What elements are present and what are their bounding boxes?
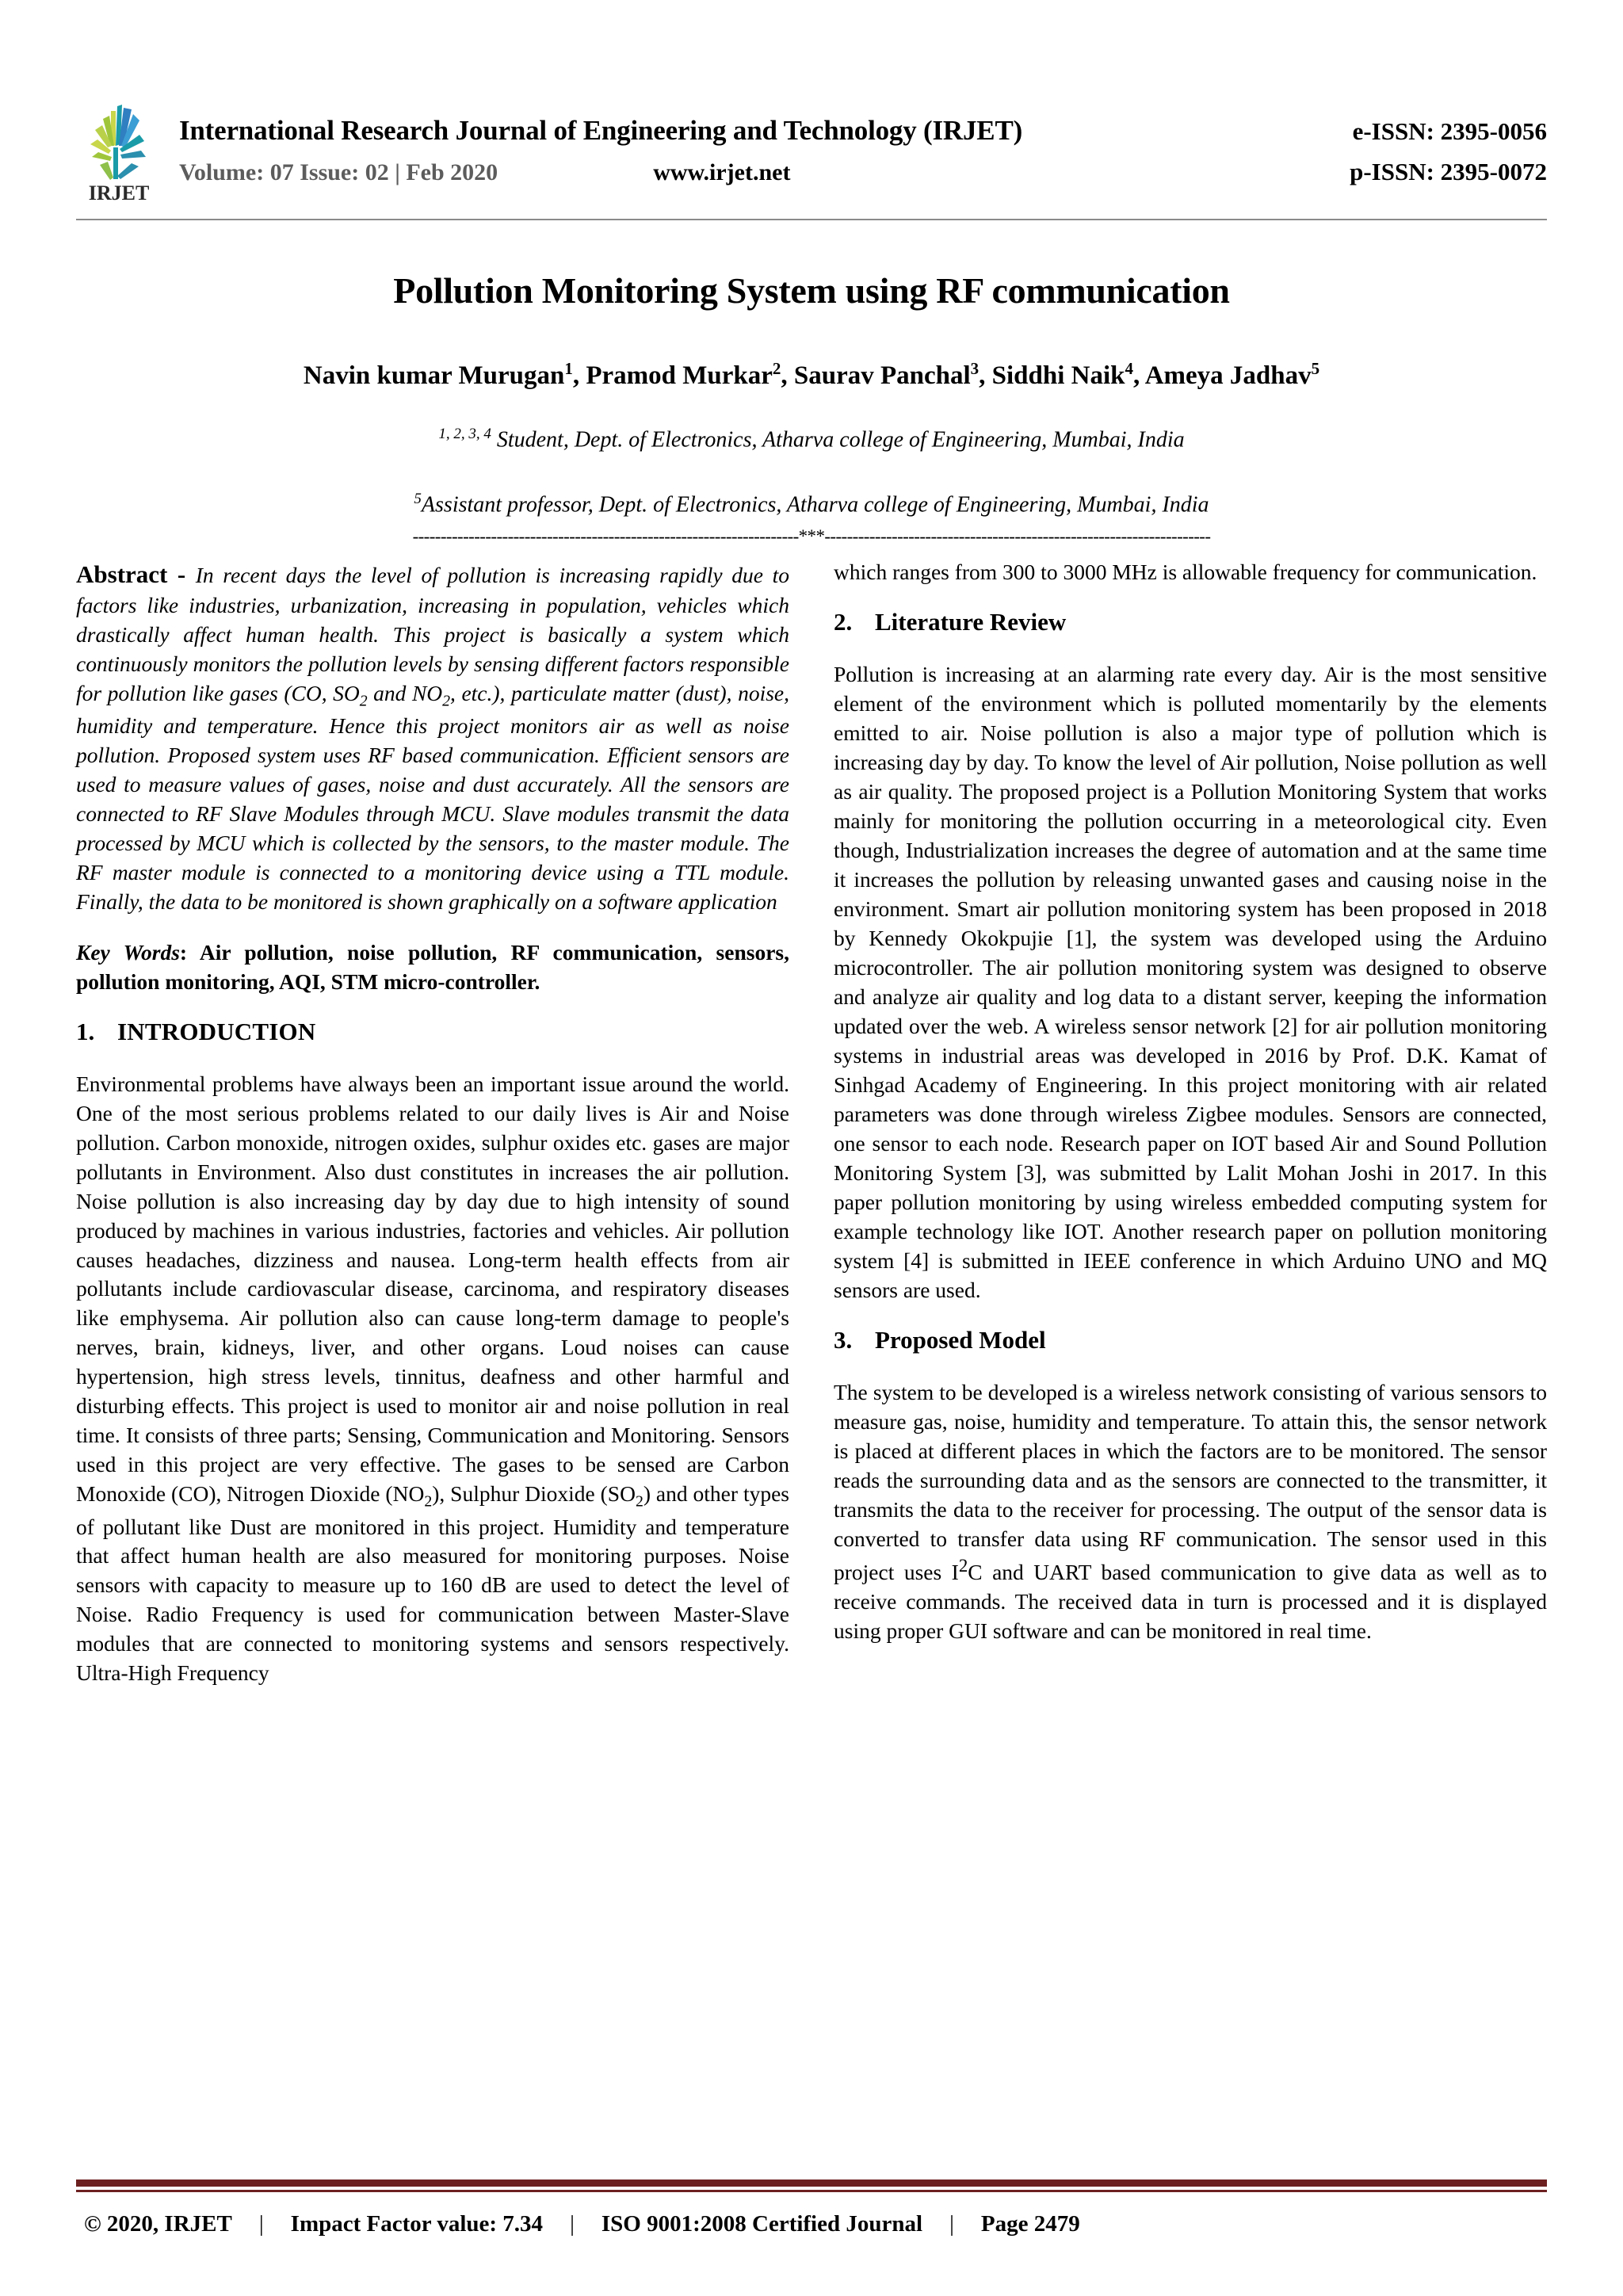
section-label-literature-review: Literature Review	[875, 608, 1067, 636]
section-number-3: 3.	[834, 1325, 853, 1354]
introduction-continued-paragraph: which ranges from 300 to 3000 MHz is allowable frequency for communication.	[834, 560, 1537, 585]
masthead-divider	[76, 219, 1547, 220]
footer-separator-2: |	[570, 2211, 575, 2237]
abstract-body: In recent days the level of pollution is increasing rapidly due to factors like industries, urbanization, increasing in population, vehicles which drastically affect human health. This project is basically a system which continuously monitors the pollution levels by sensing different factors responsible for pollution like gases (CO, $SO_2$ and $NO_2$, etc.), particulate matter (dust), noise, humidity and temperature. Hence this project monitors air as well as noise pollution. Proposed system uses RF based communication. Efficient sensors are used to measure values of gases, noise and dust accurately. All the sensors are connected to RF Slave Modules through MCU. Slave modules transmit the data processed by MCU which is collected by the sensors, to the master module. The RF master module is connected to a monitoring device using a TTL module. Finally, the data to be monitored is shown graphically on a software application	[76, 563, 790, 914]
journal-website-url[interactable]: www.irjet.net	[653, 159, 791, 185]
section-number-2: 2.	[834, 608, 853, 636]
right-column	[834, 558, 1547, 1709]
journal-title: International Research Journal of Engineering and Technology (IRJET)	[179, 115, 1023, 146]
left-column	[76, 558, 789, 1709]
irjet-logo	[76, 95, 162, 206]
keywords-body: : Air pollution, noise pollution, RF communication, sensors, pollution monitoring, AQI, STM micro-controller.	[76, 939, 789, 995]
keywords-paragraph	[76, 938, 789, 997]
abstract-label: Abstract -	[76, 560, 196, 589]
paper-title: Pollution Monitoring System using RF communication	[393, 270, 1230, 311]
masthead	[76, 0, 1547, 206]
keywords-label: Key Words	[76, 939, 180, 965]
footer-copyright: © 2020, IRJET	[84, 2211, 232, 2237]
p-issn: p-ISSN: 2395-0072	[1350, 158, 1547, 185]
two-column-body	[76, 558, 1547, 1709]
masthead-text	[179, 115, 1547, 186]
footer-row	[76, 2211, 1547, 2237]
introduction-paragraph: Environmental problems have always been an important issue around the world. One of the most serious problems related to our daily lives is Air and Noise pollution. Carbon monoxide, nitrogen oxides, sulphur oxides etc. gases are major pollutants in Environment. Also dust constitutes in increases the air pollution. Noise pollution is also increasing day by day due to high intensity of sound produced by machines in various industries, factories and vehicles. Air pollution causes headaches, dizziness and nausea. Long-term health effects from air pollutants include cardiovascular disease, carcinoma, and respiratory diseases like emphysema. Air pollution also can cause long-term damage to people's nerves, brain, kidneys, liver, and other organs. Loud noises can cause hypertension, high stress levels, tinnitus, deafness and other harmful and disturbing effects. This project is used to monitor air and noise pollution in real time. It consists of three parts; Sensing, Communication and Monitoring. Sensors used in this project are very effective. The gases to be sensed are Carbon Monoxide (CO), Nitrogen Dioxide $(NO_2)$, Sulphur Dioxide $(SO_2)$ and other types of pollutant like Dust are monitored in this project. Humidity and temperature that affect human health are also measured for monitoring purposes. Noise sensors with capacity to measure up to 160 dB are used to detect the level of Noise. Radio Frequency is used for communication between Master-Slave modules that are connected to monitoring systems and sensors respectively. Ultra-High Frequency	[76, 1071, 789, 1686]
irjet-logo-icon	[76, 95, 162, 206]
footer-divider-thick	[76, 2179, 1547, 2187]
irjet-logo-wordmark: IRJET	[88, 181, 150, 204]
section-heading-literature-review	[834, 608, 1547, 636]
section-heading-proposed-model	[834, 1326, 1547, 1354]
affiliation-professor: $^5$Assistant professor, Dept. of Electronics, Atharva college of Engineering, Mumbai, India	[414, 491, 1209, 518]
proposed-model-paragraph: The system to be developed is a wireless network consisting of various sensors to measure gas, noise, humidity and temperature. To attain this, the sensor network is placed at different places in which the factors are to be monitored. The sensor reads the surrounding data and as the sensors are connected to the transmitter, it transmits the data to the receiver for processing. The output of the sensor data is converted to transfer data using RF communication. The sensor used in this project uses $I^2C$ and UART based communication to give data as well as to receive commands. The received data in turn is processed and it is displayed using proper GUI software and can be monitored in real time.	[834, 1379, 1547, 1643]
section-heading-introduction	[76, 1018, 789, 1046]
author-list: Navin kumar Murugan$^1$, Pramod Murkar$^2$, Saurav Panchal$^3$, Siddhi Naik$^4$, Ameya Jadhav$^5$	[303, 359, 1320, 390]
footer-separator-3: |	[949, 2211, 954, 2237]
footer-separator-1: |	[258, 2211, 264, 2237]
section-number-1: 1.	[76, 1017, 95, 1045]
e-issn: e-ISSN: 2395-0056	[1352, 117, 1547, 145]
footer-divider-thin	[76, 2190, 1547, 2192]
section-separator: ---------------------------------------------------------------------***---------------------------------------------------------------------	[412, 527, 1211, 546]
abstract-paragraph	[76, 558, 789, 917]
volume-issue-date: Volume: 07 Issue: 02 | Feb 2020	[179, 159, 498, 185]
literature-review-paragraph: Pollution is increasing at an alarming rate every day. Air is the most sensitive element of the environment which is polluted momentarily by the elements emitted to air. Noise pollution is also a major type of pollution which is increasing day by day. To know the level of Air pollution, Noise pollution as well as air quality. The proposed project is a Pollution Monitoring System that works mainly for monitoring the pollution occurring in a meteorological city. Even though, Industrialization increases the degree of automation and at the same time it increases the pollution by releasing unwanted gases and causing noise in the environment. Smart air pollution monitoring system has been proposed in 2018 by Kennedy Okokpujie [1], the system was developed using the Arduino microcontroller. The air pollution monitoring system was designed to observe and analyze air quality and log data to a distant server, keeping the information updated over the web. A wireless sensor network [2] for air pollution monitoring systems in industrial areas was developed in 2016 by Prof. D.K. Kamat of Sinhgad Academy of Engineering. In this project monitoring with air related parameters was done through wireless Zigbee modules. Sensors are connected, one sensor to each node. Research paper on IOT based Air and Sound Pollution Monitoring System [3], was submitted by Lalit Mohan Joshi in 2017. In this paper pollution monitoring by using wireless embedded computing system for example technology like IOT. Another research paper on pollution monitoring system [4] is submitted in IEEE conference in which Arduino UNO and MQ sensors are used.	[834, 662, 1547, 1302]
section-label-introduction: INTRODUCTION	[117, 1017, 316, 1045]
footer-page-number: Page 2479	[980, 2211, 1080, 2237]
page-footer	[76, 2179, 1547, 2237]
footer-certification: ISO 9001:2008 Certified Journal	[601, 2211, 923, 2237]
footer-impact-factor: Impact Factor value: 7.34	[290, 2211, 544, 2237]
section-label-proposed-model: Proposed Model	[875, 1325, 1046, 1354]
affiliation-students: $^{1, 2, 3, 4}$ Student, Dept. of Electronics, Atharva college of Engineering, Mumbai, India	[438, 426, 1185, 453]
